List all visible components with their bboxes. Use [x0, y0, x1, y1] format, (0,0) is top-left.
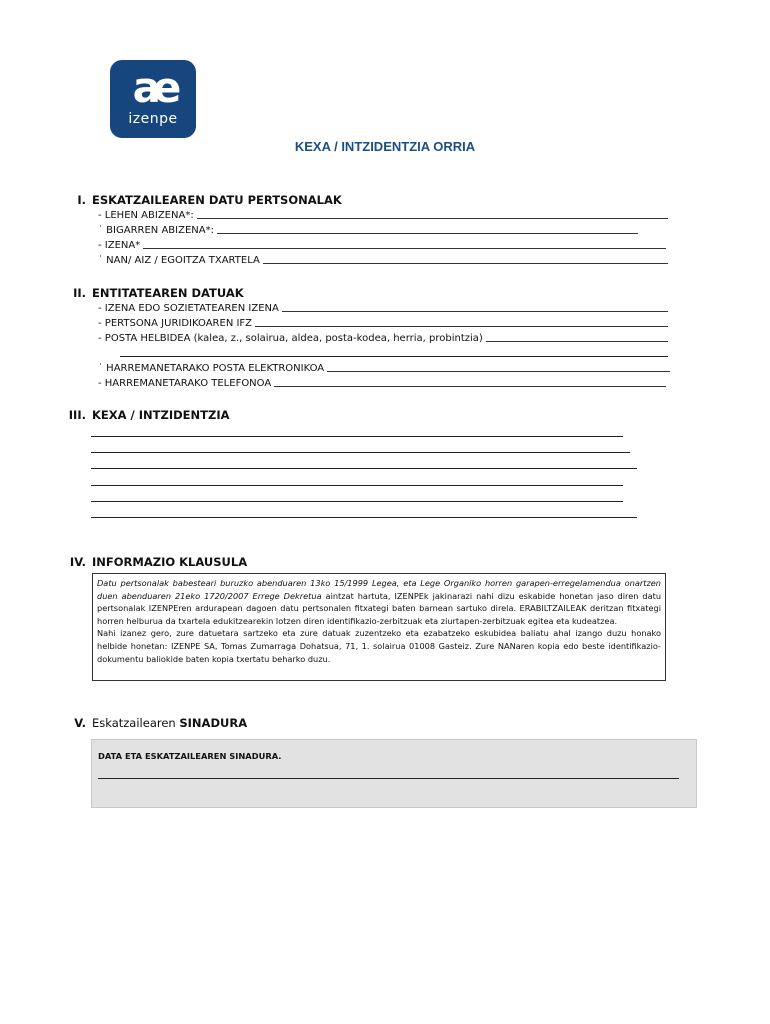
section-2-heading	[60, 286, 244, 300]
field-label: ˙ HARREMANETARAKO POSTA ELEKTRONIKOA	[98, 363, 325, 374]
signature-box	[91, 739, 697, 808]
field-input-line[interactable]	[255, 326, 668, 327]
logo-mark: ae	[132, 63, 174, 112]
field-company-name[interactable]	[98, 300, 668, 314]
field-input-line[interactable]	[327, 371, 670, 372]
page-title: KEXA / INTZIDENTZIA ORRIA	[294, 139, 476, 154]
field-name[interactable]	[98, 237, 666, 251]
section-1-number: I.	[77, 193, 86, 207]
field-input-line[interactable]	[143, 248, 666, 249]
field-input-line[interactable]	[274, 386, 666, 387]
field-label: - IZENA*	[98, 240, 141, 251]
field-input-line[interactable]	[282, 311, 668, 312]
complaint-line[interactable]	[91, 452, 630, 453]
field-postal-address[interactable]	[98, 330, 668, 344]
section-4-heading	[60, 555, 247, 569]
section-2-number: II.	[73, 286, 86, 300]
section-4-title: INFORMAZIO KLAUSULA	[92, 555, 248, 569]
section-4-number: IV.	[69, 555, 86, 569]
field-second-surname[interactable]	[98, 222, 638, 236]
complaint-line[interactable]	[91, 468, 637, 469]
field-label: ˙ NAN/ AIZ / EGOITZA TXARTELA	[98, 255, 260, 266]
clause-paragraph-1	[97, 577, 661, 627]
signature-label: DATA ETA ESKATZAILEAREN SINADURA.	[98, 751, 282, 761]
complaint-line[interactable]	[91, 501, 623, 502]
field-input-line[interactable]	[217, 233, 638, 234]
section-3-heading	[60, 408, 230, 422]
section-1-heading	[60, 193, 342, 207]
section-3-number: III.	[68, 408, 86, 422]
izenpe-logo	[110, 60, 196, 138]
field-input-line[interactable]	[263, 263, 668, 264]
information-clause-box	[92, 573, 666, 681]
field-input-line[interactable]	[486, 341, 668, 342]
field-id-card[interactable]	[98, 252, 668, 266]
signature-line[interactable]	[98, 778, 679, 779]
field-label: - PERTSONA JURIDIKOAREN IFZ	[98, 318, 253, 329]
section-3-title: KEXA / INTZIDENTZIA	[92, 408, 230, 422]
section-5-title-prefix: Eskatzailearen	[92, 716, 180, 730]
field-label: - POSTA HELBIDEA (kalea, z., solairua, aldea, posta-kodea, herria, probintzia)	[98, 333, 483, 344]
section-2-title: ENTITATEAREN DATUAK	[92, 286, 244, 300]
clause-law-reference: Datu pertsonalak babesteari buruzko abenduaren 13ko 15/1999 Legea, eta Lege Organiko horren garapen-erregelamendua onartzen duen abenduaren 21eko 1720/2007 Errege Dekretua	[97, 578, 661, 601]
field-input-line[interactable]	[197, 218, 668, 219]
section-5-number: V.	[74, 716, 86, 730]
clause-paragraph-2: Nahi izanez gero, zure datuetara sartzeko eta zure datuak zuzentzeko eta ezabatzeko eskubidea baliatu ahal izango duzu honako helbide honetan: IZENPE SA, Tomas Zumarraga Dohatsua, 71, 1. solairua 01008 Gasteiz. Zure NANaren kopia edo beste identifikazio-dokumentu baliokide baten kopia txertatu beharko duzu.	[97, 628, 661, 664]
field-label: - IZENA EDO SOZIETATEAREN IZENA	[98, 303, 279, 314]
clause-text: aintzat hartuta, IZENPEk jakinarazi nahi dizu eskabide honetan jaso diren datu pertsonalak IZENPEren ardurapean dagoen datu pertsonalen fitxategi baten barnean sartuko direla. ERABILTZAILEAK deritzan fitxategi horren helburua da txartela edukitzearekin lotzen diren identifikazio-zerbitzuak eta ziurtapen-zerbitzuak egitea eta kudeatzea.	[97, 590, 662, 626]
logo-name: izenpe	[128, 111, 178, 127]
field-label: - LEHEN ABIZENA*:	[98, 210, 194, 221]
section-5-heading	[60, 716, 247, 730]
field-legal-entity-tax-id[interactable]	[98, 315, 668, 329]
field-label: ˙ BIGARREN ABIZENA*:	[98, 225, 214, 236]
field-first-surname[interactable]	[98, 207, 668, 221]
field-label: - HARREMANETARAKO TELEFONOA	[98, 378, 272, 389]
field-postal-address-continuation[interactable]	[120, 356, 668, 357]
section-1-title: ESKATZAILEAREN DATU PERTSONALAK	[92, 193, 342, 207]
complaint-line[interactable]	[91, 517, 637, 518]
field-contact-email[interactable]	[98, 360, 670, 374]
field-contact-phone[interactable]	[98, 375, 666, 389]
complaint-line[interactable]	[91, 485, 623, 486]
complaint-line[interactable]	[91, 436, 623, 437]
section-5-title: SINADURA	[179, 716, 248, 730]
